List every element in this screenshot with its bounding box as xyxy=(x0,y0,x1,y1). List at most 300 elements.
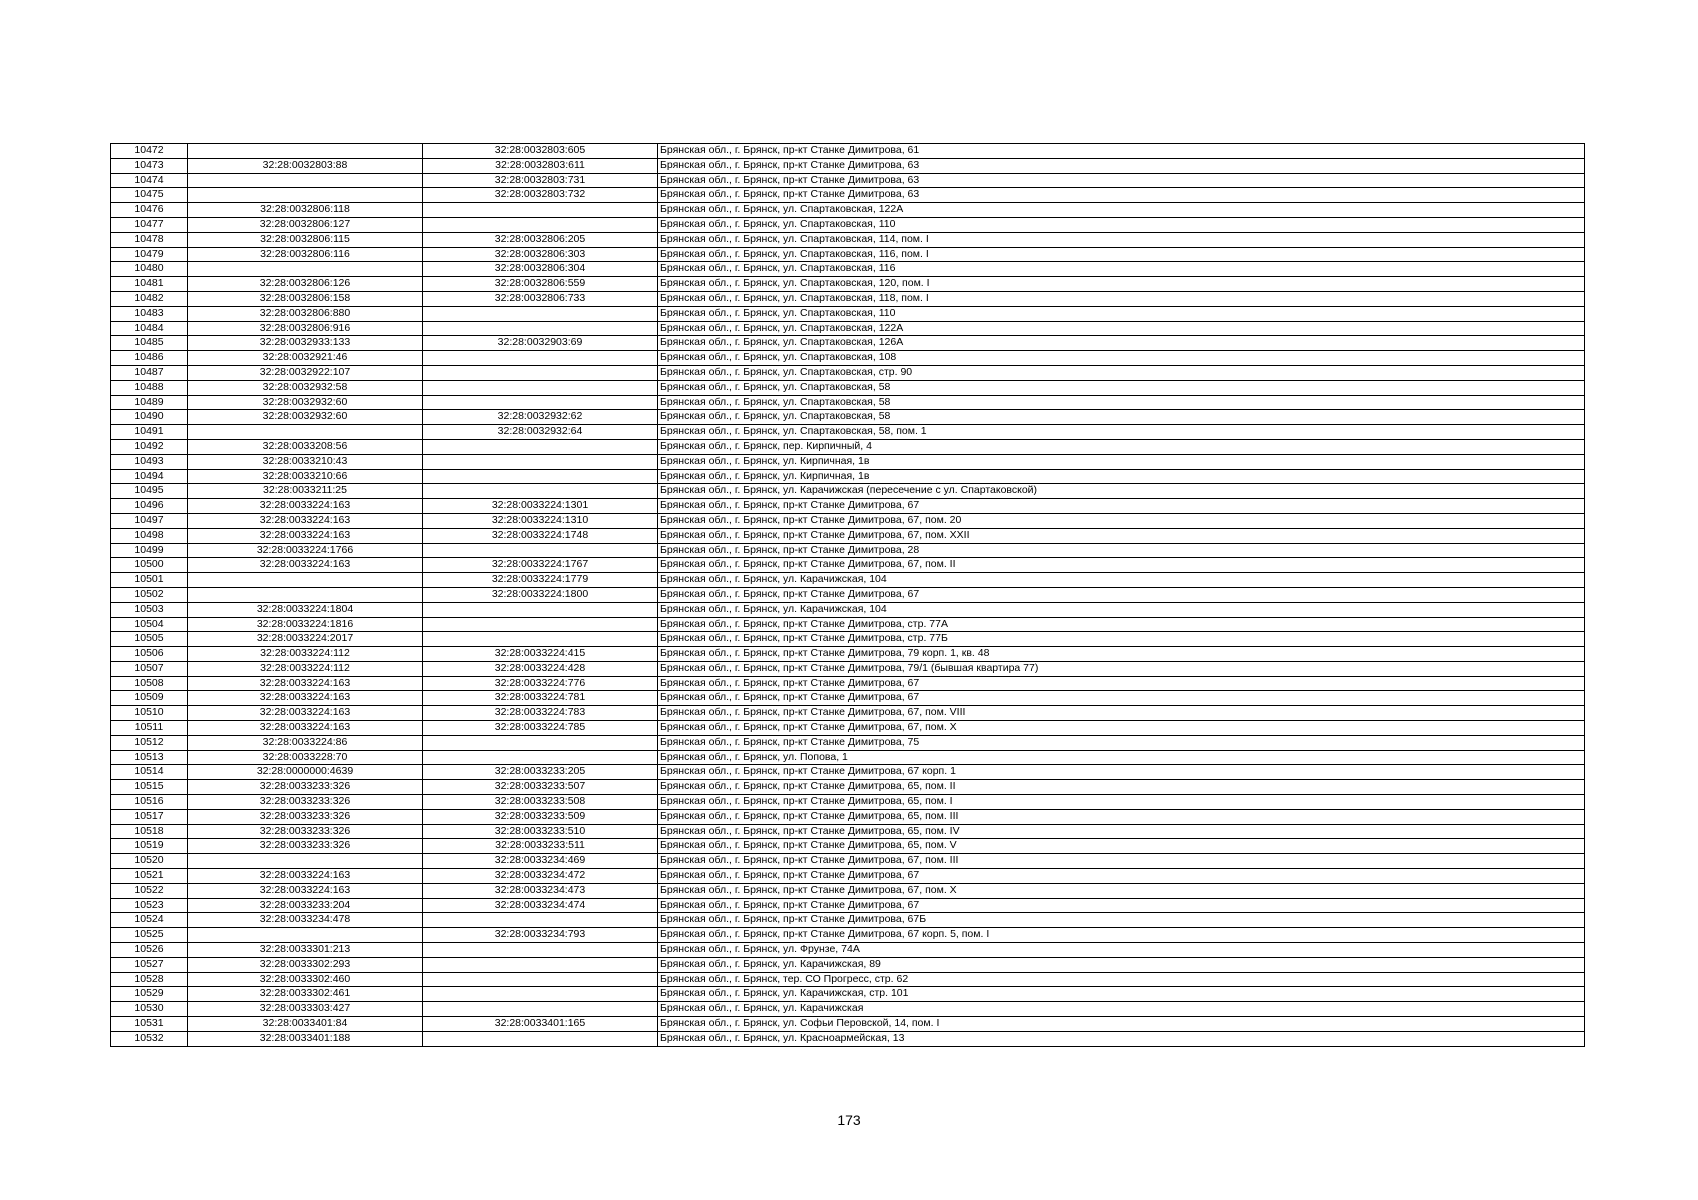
table-row xyxy=(111,661,1585,676)
land-cadastral-cell: 32:28:0033301:213 xyxy=(188,943,423,958)
address-cell: Брянская обл., г. Брянск, пр-кт Станке Димитрова, 67 xyxy=(658,898,1585,913)
land-cadastral-cell: 32:28:0033401:188 xyxy=(188,1031,423,1046)
table-row xyxy=(111,824,1585,839)
row-number-cell: 10481 xyxy=(111,277,188,292)
address-cell: Брянская обл., г. Брянск, ул. Спартаковская, 122А xyxy=(658,321,1585,336)
address-cell: Брянская обл., г. Брянск, ул. Спартаковская, 58 xyxy=(658,395,1585,410)
object-cadastral-cell: 32:28:0032806:733 xyxy=(423,291,658,306)
address-cell: Брянская обл., г. Брянск, ул. Спартаковская, 108 xyxy=(658,351,1585,366)
table-row xyxy=(111,291,1585,306)
table-row xyxy=(111,306,1585,321)
address-cell: Брянская обл., г. Брянск, ул. Фрунзе, 74А xyxy=(658,943,1585,958)
address-cell: Брянская обл., г. Брянск, ул. Спартаковская, 126А xyxy=(658,336,1585,351)
land-cadastral-cell: 32:28:0033228:70 xyxy=(188,750,423,765)
address-cell: Брянская обл., г. Брянск, ул. Спартаковская, 114, пом. I xyxy=(658,232,1585,247)
address-cell: Брянская обл., г. Брянск, ул. Спартаковская, стр. 90 xyxy=(658,365,1585,380)
land-cadastral-cell: 32:28:0033224:1804 xyxy=(188,602,423,617)
address-cell: Брянская обл., г. Брянск, пр-кт Станке Димитрова, 28 xyxy=(658,543,1585,558)
table-row xyxy=(111,395,1585,410)
row-number-cell: 10528 xyxy=(111,972,188,987)
land-cadastral-cell: 32:28:0032806:916 xyxy=(188,321,423,336)
object-cadastral-cell: 32:28:0032806:205 xyxy=(423,232,658,247)
land-cadastral-cell: 32:28:0033233:326 xyxy=(188,809,423,824)
address-cell: Брянская обл., г. Брянск, пр-кт Станке Димитрова, 67 корп. 5, пом. I xyxy=(658,928,1585,943)
table-row xyxy=(111,780,1585,795)
row-number-cell: 10500 xyxy=(111,558,188,573)
row-number-cell: 10499 xyxy=(111,543,188,558)
address-cell: Брянская обл., г. Брянск, пр-кт Станке Димитрова, 63 xyxy=(658,173,1585,188)
row-number-cell: 10482 xyxy=(111,291,188,306)
land-cadastral-cell: 32:28:0032932:58 xyxy=(188,380,423,395)
object-cadastral-cell xyxy=(423,1031,658,1046)
land-cadastral-cell: 32:28:0032806:880 xyxy=(188,306,423,321)
object-cadastral-cell xyxy=(423,602,658,617)
land-cadastral-cell: 32:28:0033302:293 xyxy=(188,957,423,972)
land-cadastral-cell: 32:28:0033401:84 xyxy=(188,1017,423,1032)
object-cadastral-cell: 32:28:0033233:509 xyxy=(423,809,658,824)
object-cadastral-cell xyxy=(423,380,658,395)
land-cadastral-cell: 32:28:0032806:116 xyxy=(188,247,423,262)
land-cadastral-cell: 32:28:0033233:326 xyxy=(188,780,423,795)
address-cell: Брянская обл., г. Брянск, ул. Красноармейская, 13 xyxy=(658,1031,1585,1046)
address-cell: Брянская обл., г. Брянск, пр-кт Станке Димитрова, 67 xyxy=(658,691,1585,706)
address-cell: Брянская обл., г. Брянск, ул. Спартаковская, 58 xyxy=(658,410,1585,425)
land-cadastral-cell: 32:28:0033303:427 xyxy=(188,1002,423,1017)
address-cell: Брянская обл., г. Брянск, ул. Спартаковская, 122А xyxy=(658,203,1585,218)
row-number-cell: 10503 xyxy=(111,602,188,617)
address-cell: Брянская обл., г. Брянск, пр-кт Станке Димитрова, 67, пом. II xyxy=(658,558,1585,573)
table-row xyxy=(111,528,1585,543)
table-row xyxy=(111,573,1585,588)
address-cell: Брянская обл., г. Брянск, ул. Кирпичная, 1в xyxy=(658,454,1585,469)
object-cadastral-cell: 32:28:0033233:510 xyxy=(423,824,658,839)
table-row xyxy=(111,735,1585,750)
row-number-cell: 10509 xyxy=(111,691,188,706)
address-cell: Брянская обл., г. Брянск, пр-кт Станке Димитрова, 67 xyxy=(658,676,1585,691)
row-number-cell: 10490 xyxy=(111,410,188,425)
row-number-cell: 10511 xyxy=(111,721,188,736)
table-row xyxy=(111,247,1585,262)
land-cadastral-cell: 32:28:0033224:163 xyxy=(188,676,423,691)
object-cadastral-cell: 32:28:0033233:205 xyxy=(423,765,658,780)
land-cadastral-cell: 32:28:0033224:1816 xyxy=(188,617,423,632)
row-number-cell: 10525 xyxy=(111,928,188,943)
row-number-cell: 10530 xyxy=(111,1002,188,1017)
table-row xyxy=(111,957,1585,972)
row-number-cell: 10478 xyxy=(111,232,188,247)
object-cadastral-cell xyxy=(423,543,658,558)
land-cadastral-cell xyxy=(188,144,423,159)
table-row xyxy=(111,454,1585,469)
row-number-cell: 10474 xyxy=(111,173,188,188)
land-cadastral-cell: 32:28:0033224:163 xyxy=(188,721,423,736)
table-row xyxy=(111,321,1585,336)
address-cell: Брянская обл., г. Брянск, ул. Карачижская xyxy=(658,1002,1585,1017)
land-cadastral-cell: 32:28:0032806:115 xyxy=(188,232,423,247)
object-cadastral-cell xyxy=(423,735,658,750)
table-row xyxy=(111,928,1585,943)
row-number-cell: 10522 xyxy=(111,883,188,898)
row-number-cell: 10502 xyxy=(111,587,188,602)
land-cadastral-cell xyxy=(188,587,423,602)
table-row xyxy=(111,883,1585,898)
object-cadastral-cell xyxy=(423,484,658,499)
row-number-cell: 10508 xyxy=(111,676,188,691)
address-cell: Брянская обл., г. Брянск, ул. Софьи Перовской, 14, пом. I xyxy=(658,1017,1585,1032)
row-number-cell: 10514 xyxy=(111,765,188,780)
object-cadastral-cell xyxy=(423,957,658,972)
row-number-cell: 10521 xyxy=(111,869,188,884)
row-number-cell: 10475 xyxy=(111,188,188,203)
object-cadastral-cell: 32:28:0033224:1800 xyxy=(423,587,658,602)
address-cell: Брянская обл., г. Брянск, пр-кт Станке Димитрова, 67 корп. 1 xyxy=(658,765,1585,780)
land-cadastral-cell: 32:28:0033210:66 xyxy=(188,469,423,484)
row-number-cell: 10516 xyxy=(111,795,188,810)
address-cell: Брянская обл., г. Брянск, ул. Попова, 1 xyxy=(658,750,1585,765)
table-row xyxy=(111,203,1585,218)
land-cadastral-cell: 32:28:0033224:2017 xyxy=(188,632,423,647)
address-cell: Брянская обл., г. Брянск, пр-кт Станке Димитрова, 67, пом. 20 xyxy=(658,513,1585,528)
object-cadastral-cell: 32:28:0033224:783 xyxy=(423,706,658,721)
object-cadastral-cell xyxy=(423,395,658,410)
table-row xyxy=(111,706,1585,721)
row-number-cell: 10531 xyxy=(111,1017,188,1032)
object-cadastral-cell xyxy=(423,632,658,647)
land-cadastral-cell: 32:28:0033224:112 xyxy=(188,661,423,676)
object-cadastral-cell xyxy=(423,750,658,765)
object-cadastral-cell: 32:28:0032806:559 xyxy=(423,277,658,292)
land-cadastral-cell: 32:28:0032933:133 xyxy=(188,336,423,351)
table-row xyxy=(111,439,1585,454)
object-cadastral-cell: 32:28:0032806:304 xyxy=(423,262,658,277)
object-cadastral-cell: 32:28:0033234:793 xyxy=(423,928,658,943)
object-cadastral-cell: 32:28:0033224:1310 xyxy=(423,513,658,528)
land-cadastral-cell: 32:28:0033224:1766 xyxy=(188,543,423,558)
land-cadastral-cell: 32:28:0033233:326 xyxy=(188,795,423,810)
table-row xyxy=(111,380,1585,395)
object-cadastral-cell: 32:28:0033234:473 xyxy=(423,883,658,898)
table-row xyxy=(111,898,1585,913)
table-row xyxy=(111,513,1585,528)
object-cadastral-cell: 32:28:0033224:785 xyxy=(423,721,658,736)
address-cell: Брянская обл., г. Брянск, пр-кт Станке Димитрова, 65, пом. V xyxy=(658,839,1585,854)
row-number-cell: 10494 xyxy=(111,469,188,484)
object-cadastral-cell: 32:28:0033233:507 xyxy=(423,780,658,795)
land-cadastral-cell: 32:28:0032803:88 xyxy=(188,158,423,173)
row-number-cell: 10495 xyxy=(111,484,188,499)
object-cadastral-cell xyxy=(423,321,658,336)
object-cadastral-cell: 32:28:0033224:776 xyxy=(423,676,658,691)
address-cell: Брянская обл., г. Брянск, пр-кт Станке Димитрова, стр. 77А xyxy=(658,617,1585,632)
land-cadastral-cell: 32:28:0033302:460 xyxy=(188,972,423,987)
object-cadastral-cell: 32:28:0033224:1779 xyxy=(423,573,658,588)
table-row xyxy=(111,869,1585,884)
object-cadastral-cell: 32:28:0033401:165 xyxy=(423,1017,658,1032)
address-cell: Брянская обл., г. Брянск, ул. Спартаковская, 58 xyxy=(658,380,1585,395)
table-row xyxy=(111,217,1585,232)
table-row xyxy=(111,647,1585,662)
table-row xyxy=(111,972,1585,987)
object-cadastral-cell: 32:28:0032803:731 xyxy=(423,173,658,188)
address-cell: Брянская обл., г. Брянск, ул. Спартаковская, 120, пом. I xyxy=(658,277,1585,292)
object-cadastral-cell: 32:28:0032903:69 xyxy=(423,336,658,351)
object-cadastral-cell: 32:28:0033224:1748 xyxy=(423,528,658,543)
row-number-cell: 10513 xyxy=(111,750,188,765)
table-row xyxy=(111,602,1585,617)
row-number-cell: 10510 xyxy=(111,706,188,721)
object-cadastral-cell: 32:28:0032806:303 xyxy=(423,247,658,262)
table-row xyxy=(111,425,1585,440)
table-row xyxy=(111,262,1585,277)
table-row xyxy=(111,232,1585,247)
objects-table xyxy=(110,143,1585,1047)
address-cell: Брянская обл., г. Брянск, ул. Спартаковская, 116 xyxy=(658,262,1585,277)
address-cell: Брянская обл., г. Брянск, ул. Карачижская (пересечение с ул. Спартаковской) xyxy=(658,484,1585,499)
row-number-cell: 10496 xyxy=(111,499,188,514)
address-cell: Брянская обл., г. Брянск, ул. Спартаковская, 118, пом. I xyxy=(658,291,1585,306)
land-cadastral-cell: 32:28:0033224:163 xyxy=(188,499,423,514)
land-cadastral-cell: 32:28:0033302:461 xyxy=(188,987,423,1002)
row-number-cell: 10529 xyxy=(111,987,188,1002)
land-cadastral-cell: 32:28:0033224:163 xyxy=(188,528,423,543)
object-cadastral-cell xyxy=(423,306,658,321)
object-cadastral-cell xyxy=(423,365,658,380)
land-cadastral-cell: 32:28:0033210:43 xyxy=(188,454,423,469)
row-number-cell: 10506 xyxy=(111,647,188,662)
land-cadastral-cell xyxy=(188,928,423,943)
object-cadastral-cell: 32:28:0033224:1767 xyxy=(423,558,658,573)
object-cadastral-cell: 32:28:0033234:469 xyxy=(423,854,658,869)
table-row xyxy=(111,1002,1585,1017)
row-number-cell: 10505 xyxy=(111,632,188,647)
table-row xyxy=(111,158,1585,173)
land-cadastral-cell: 32:28:0033224:163 xyxy=(188,513,423,528)
page-number: 173 xyxy=(837,1112,861,1128)
table-row xyxy=(111,721,1585,736)
land-cadastral-cell: 32:28:0033224:112 xyxy=(188,647,423,662)
object-cadastral-cell: 32:28:0033234:472 xyxy=(423,869,658,884)
land-cadastral-cell: 32:28:0033211:25 xyxy=(188,484,423,499)
table-row xyxy=(111,1031,1585,1046)
address-cell: Брянская обл., г. Брянск, пр-кт Станке Димитрова, 79/1 (бывшая квартира 77) xyxy=(658,661,1585,676)
table-body xyxy=(111,144,1585,1047)
land-cadastral-cell: 32:28:0000000:4639 xyxy=(188,765,423,780)
object-cadastral-cell xyxy=(423,454,658,469)
table-row xyxy=(111,277,1585,292)
land-cadastral-cell xyxy=(188,425,423,440)
land-cadastral-cell: 32:28:0032806:118 xyxy=(188,203,423,218)
object-cadastral-cell: 32:28:0032932:62 xyxy=(423,410,658,425)
table-row xyxy=(111,943,1585,958)
row-number-cell: 10526 xyxy=(111,943,188,958)
row-number-cell: 10486 xyxy=(111,351,188,366)
address-cell: Брянская обл., г. Брянск, пр-кт Станке Димитрова, стр. 77Б xyxy=(658,632,1585,647)
address-cell: Брянская обл., г. Брянск, пр-кт Станке Димитрова, 75 xyxy=(658,735,1585,750)
table-row xyxy=(111,676,1585,691)
land-cadastral-cell: 32:28:0032922:107 xyxy=(188,365,423,380)
address-cell: Брянская обл., г. Брянск, пр-кт Станке Димитрова, 67, пом. XXII xyxy=(658,528,1585,543)
row-number-cell: 10524 xyxy=(111,913,188,928)
row-number-cell: 10487 xyxy=(111,365,188,380)
address-cell: Брянская обл., г. Брянск, пер. Кирпичный, 4 xyxy=(658,439,1585,454)
address-cell: Брянская обл., г. Брянск, пр-кт Станке Димитрова, 61 xyxy=(658,144,1585,159)
land-cadastral-cell: 32:28:0033224:163 xyxy=(188,691,423,706)
object-cadastral-cell: 32:28:0033224:781 xyxy=(423,691,658,706)
address-cell: Брянская обл., г. Брянск, ул. Спартаковская, 110 xyxy=(658,217,1585,232)
object-cadastral-cell xyxy=(423,351,658,366)
address-cell: Брянская обл., г. Брянск, пр-кт Станке Димитрова, 67, пом. VIII xyxy=(658,706,1585,721)
object-cadastral-cell xyxy=(423,913,658,928)
object-cadastral-cell: 32:28:0032803:611 xyxy=(423,158,658,173)
land-cadastral-cell: 32:28:0033224:163 xyxy=(188,869,423,884)
row-number-cell: 10491 xyxy=(111,425,188,440)
address-cell: Брянская обл., г. Брянск, пр-кт Станке Димитрова, 65, пом. I xyxy=(658,795,1585,810)
row-number-cell: 10519 xyxy=(111,839,188,854)
table-row xyxy=(111,632,1585,647)
land-cadastral-cell: 32:28:0033234:478 xyxy=(188,913,423,928)
table-row xyxy=(111,188,1585,203)
object-cadastral-cell xyxy=(423,217,658,232)
land-cadastral-cell: 32:28:0032932:60 xyxy=(188,395,423,410)
table-row xyxy=(111,365,1585,380)
land-cadastral-cell xyxy=(188,262,423,277)
table-row xyxy=(111,558,1585,573)
table-row xyxy=(111,336,1585,351)
land-cadastral-cell: 32:28:0033233:326 xyxy=(188,839,423,854)
object-cadastral-cell: 32:28:0032932:64 xyxy=(423,425,658,440)
land-cadastral-cell: 32:28:0032932:60 xyxy=(188,410,423,425)
row-number-cell: 10501 xyxy=(111,573,188,588)
row-number-cell: 10485 xyxy=(111,336,188,351)
address-cell: Брянская обл., г. Брянск, пр-кт Станке Димитрова, 79 корп. 1, кв. 48 xyxy=(658,647,1585,662)
row-number-cell: 10498 xyxy=(111,528,188,543)
object-cadastral-cell xyxy=(423,972,658,987)
object-cadastral-cell: 32:28:0033224:1301 xyxy=(423,499,658,514)
object-cadastral-cell: 32:28:0032803:605 xyxy=(423,144,658,159)
address-cell: Брянская обл., г. Брянск, пр-кт Станке Димитрова, 67 xyxy=(658,587,1585,602)
address-cell: Брянская обл., г. Брянск, ул. Карачижская, 104 xyxy=(658,602,1585,617)
row-number-cell: 10518 xyxy=(111,824,188,839)
table-row xyxy=(111,173,1585,188)
row-number-cell: 10472 xyxy=(111,144,188,159)
object-cadastral-cell: 32:28:0033224:428 xyxy=(423,661,658,676)
row-number-cell: 10504 xyxy=(111,617,188,632)
land-cadastral-cell: 32:28:0033233:326 xyxy=(188,824,423,839)
land-cadastral-cell: 32:28:0033224:163 xyxy=(188,883,423,898)
table-row xyxy=(111,1017,1585,1032)
table-row xyxy=(111,617,1585,632)
table-row xyxy=(111,543,1585,558)
object-cadastral-cell xyxy=(423,469,658,484)
address-cell: Брянская обл., г. Брянск, пр-кт Станке Димитрова, 65, пом. III xyxy=(658,809,1585,824)
land-cadastral-cell: 32:28:0032806:126 xyxy=(188,277,423,292)
address-cell: Брянская обл., г. Брянск, пр-кт Станке Димитрова, 67 xyxy=(658,499,1585,514)
land-cadastral-cell xyxy=(188,188,423,203)
land-cadastral-cell: 32:28:0032921:46 xyxy=(188,351,423,366)
table-row xyxy=(111,795,1585,810)
land-cadastral-cell: 32:28:0033208:56 xyxy=(188,439,423,454)
address-cell: Брянская обл., г. Брянск, ул. Карачижская, 89 xyxy=(658,957,1585,972)
table-row xyxy=(111,987,1585,1002)
row-number-cell: 10512 xyxy=(111,735,188,750)
row-number-cell: 10532 xyxy=(111,1031,188,1046)
row-number-cell: 10479 xyxy=(111,247,188,262)
object-cadastral-cell: 32:28:0033233:508 xyxy=(423,795,658,810)
object-cadastral-cell xyxy=(423,203,658,218)
row-number-cell: 10493 xyxy=(111,454,188,469)
address-cell: Брянская обл., г. Брянск, пр-кт Станке Димитрова, 67Б xyxy=(658,913,1585,928)
object-cadastral-cell: 32:28:0033224:415 xyxy=(423,647,658,662)
land-cadastral-cell: 32:28:0033224:163 xyxy=(188,706,423,721)
object-cadastral-cell xyxy=(423,987,658,1002)
address-cell: Брянская обл., г. Брянск, ул. Карачижская, 104 xyxy=(658,573,1585,588)
land-cadastral-cell: 32:28:0033224:163 xyxy=(188,558,423,573)
row-number-cell: 10473 xyxy=(111,158,188,173)
object-cadastral-cell xyxy=(423,439,658,454)
land-cadastral-cell: 32:28:0032806:127 xyxy=(188,217,423,232)
row-number-cell: 10523 xyxy=(111,898,188,913)
object-cadastral-cell: 32:28:0032803:732 xyxy=(423,188,658,203)
table-row xyxy=(111,469,1585,484)
table-row xyxy=(111,750,1585,765)
address-cell: Брянская обл., г. Брянск, ул. Спартаковская, 58, пом. 1 xyxy=(658,425,1585,440)
row-number-cell: 10476 xyxy=(111,203,188,218)
address-cell: Брянская обл., г. Брянск, пр-кт Станке Димитрова, 65, пом. IV xyxy=(658,824,1585,839)
land-cadastral-cell: 32:28:0033233:204 xyxy=(188,898,423,913)
table-row xyxy=(111,765,1585,780)
table-row xyxy=(111,809,1585,824)
row-number-cell: 10484 xyxy=(111,321,188,336)
address-cell: Брянская обл., г. Брянск, пр-кт Станке Димитрова, 65, пом. II xyxy=(658,780,1585,795)
table-row xyxy=(111,913,1585,928)
land-cadastral-cell: 32:28:0033224:86 xyxy=(188,735,423,750)
row-number-cell: 10520 xyxy=(111,854,188,869)
table-row xyxy=(111,587,1585,602)
address-cell: Брянская обл., г. Брянск, ул. Спартаковская, 110 xyxy=(658,306,1585,321)
object-cadastral-cell xyxy=(423,943,658,958)
object-cadastral-cell xyxy=(423,1002,658,1017)
row-number-cell: 10515 xyxy=(111,780,188,795)
land-cadastral-cell: 32:28:0032806:158 xyxy=(188,291,423,306)
table-row xyxy=(111,351,1585,366)
row-number-cell: 10492 xyxy=(111,439,188,454)
address-cell: Брянская обл., г. Брянск, пр-кт Станке Димитрова, 67 xyxy=(658,869,1585,884)
row-number-cell: 10477 xyxy=(111,217,188,232)
row-number-cell: 10517 xyxy=(111,809,188,824)
object-cadastral-cell xyxy=(423,617,658,632)
address-cell: Брянская обл., г. Брянск, пр-кт Станке Димитрова, 67, пом. X xyxy=(658,721,1585,736)
row-number-cell: 10507 xyxy=(111,661,188,676)
address-cell: Брянская обл., г. Брянск, ул. Кирпичная, 1в xyxy=(658,469,1585,484)
table-row xyxy=(111,854,1585,869)
address-cell: Брянская обл., г. Брянск, пр-кт Станке Димитрова, 67, пом. X xyxy=(658,883,1585,898)
address-cell: Брянская обл., г. Брянск, пр-кт Станке Димитрова, 67, пом. III xyxy=(658,854,1585,869)
land-cadastral-cell xyxy=(188,854,423,869)
row-number-cell: 10483 xyxy=(111,306,188,321)
row-number-cell: 10489 xyxy=(111,395,188,410)
land-cadastral-cell xyxy=(188,173,423,188)
table-row xyxy=(111,410,1585,425)
row-number-cell: 10488 xyxy=(111,380,188,395)
table-row xyxy=(111,484,1585,499)
object-cadastral-cell: 32:28:0033233:511 xyxy=(423,839,658,854)
address-cell: Брянская обл., г. Брянск, пр-кт Станке Димитрова, 63 xyxy=(658,158,1585,173)
land-cadastral-cell xyxy=(188,573,423,588)
table-row xyxy=(111,839,1585,854)
address-cell: Брянская обл., г. Брянск, пр-кт Станке Димитрова, 63 xyxy=(658,188,1585,203)
address-cell: Брянская обл., г. Брянск, ул. Спартаковская, 116, пом. I xyxy=(658,247,1585,262)
table-row xyxy=(111,691,1585,706)
